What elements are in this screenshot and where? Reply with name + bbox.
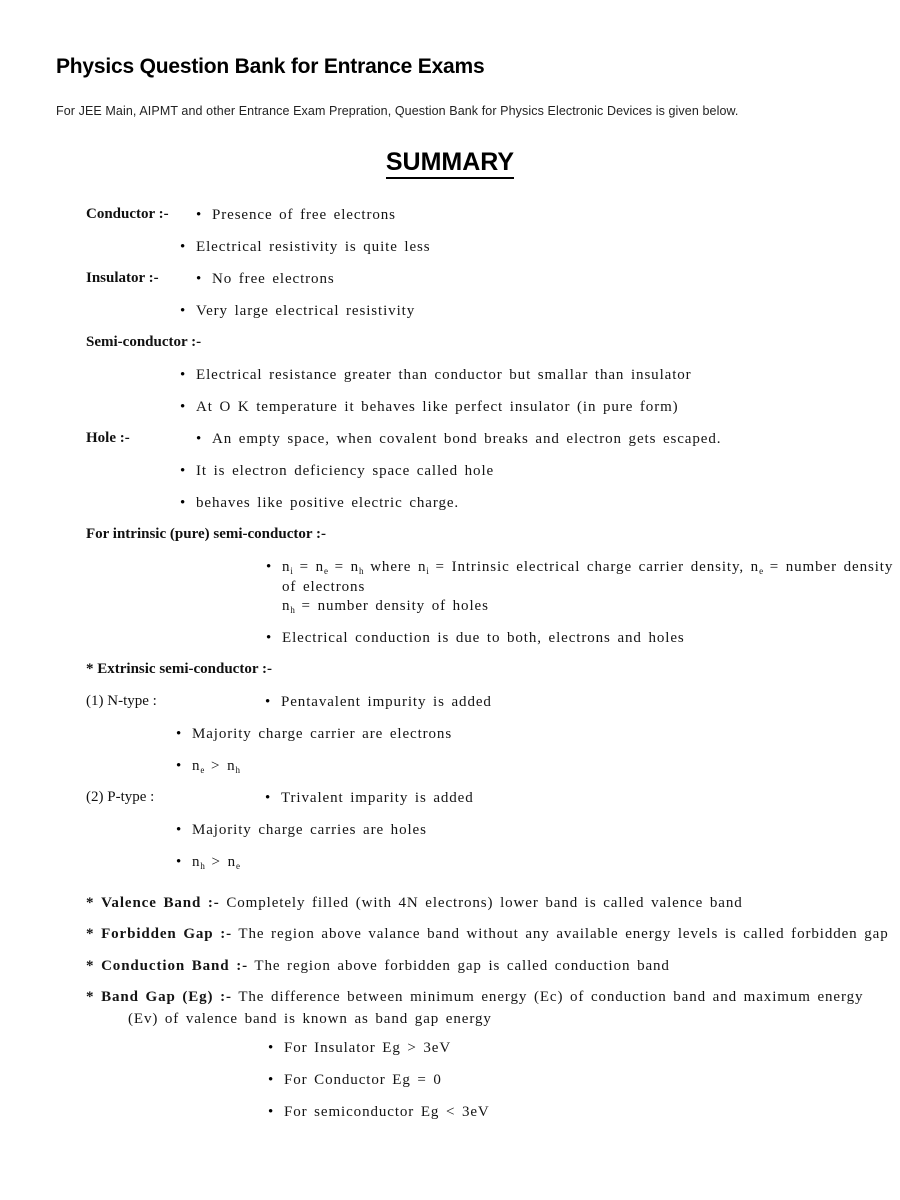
band-gap-star: *: [86, 988, 95, 1005]
label-n-type: (1) N-type :: [86, 693, 157, 709]
bullet-icon: •: [176, 758, 182, 774]
list-item-text: For semiconductor Eg < 3eV: [284, 1104, 490, 1121]
list-item: [196, 206, 900, 226]
page-subtitle: For JEE Main, AIPMT and other Entrance Exam Prepration, Question Bank for Physics Electronic Devices is given below.: [56, 104, 739, 118]
forbidden-gap-sep: :-: [220, 926, 232, 943]
list-item: [0, 494, 900, 514]
section-forbidden-gap: [0, 924, 900, 944]
list-item-text: Pentavalent impurity is added: [281, 694, 492, 710]
section-hole-row-3: [0, 494, 900, 526]
band-gap-text-line2-row: [0, 1009, 900, 1029]
conduction-band-star: *: [86, 957, 95, 974]
list-item-text: Presence of free electrons: [212, 207, 396, 223]
list-item-text: Majority charge carries are holes: [192, 822, 427, 838]
section-ptype-row-3: [0, 853, 900, 885]
forbidden-gap-text: The region above valance band without any available energy levels is called forbidden gap: [238, 926, 889, 943]
bullet-icon: •: [180, 463, 186, 479]
summary-content: [0, 206, 900, 1135]
list-item-continuation: $n_h$ = number density of holes: [282, 598, 489, 615]
label-conductor: Conductor :-: [86, 206, 169, 222]
bullet-icon: •: [266, 630, 272, 646]
bullet-icon: •: [268, 1072, 274, 1089]
list-item: [0, 629, 900, 649]
summary-heading-text: SUMMARY: [386, 148, 514, 179]
section-ntype-row-2: [0, 725, 900, 757]
bullet-icon: •: [265, 694, 271, 710]
list-item: [0, 1039, 900, 1059]
list-item: [0, 302, 900, 322]
bullet-icon: •: [180, 495, 186, 511]
band-gap-title: Band Gap (Eg): [101, 988, 214, 1005]
bullet-icon: •: [196, 271, 202, 287]
section-conductor-row-2: [0, 238, 900, 270]
section-insulator-row-1: [0, 270, 900, 302]
bullet-icon: •: [266, 559, 272, 575]
list-item: [0, 757, 900, 777]
bullet-icon: •: [176, 726, 182, 742]
section-ntype-row-1: [0, 693, 900, 725]
list-item: [0, 725, 900, 745]
list-item-text: An empty space, when covalent bond breaks and electron gets escaped.: [212, 431, 722, 447]
page-title: Physics Question Bank for Entrance Exams: [56, 55, 485, 78]
band-gap-text-line1: The difference between minimum energy (Ec) of conduction band and maximum energy: [238, 988, 864, 1005]
band-gap-point-2: [0, 1071, 900, 1103]
list-item: [265, 789, 900, 809]
valence-band-sep: :-: [207, 895, 220, 911]
list-item: [0, 238, 900, 258]
label-extrinsic: * Extrinsic semi-conductor :-: [86, 661, 272, 677]
list-item-text: behaves like positive electric charge.: [196, 495, 460, 511]
conduction-band-title: Conduction Band: [101, 957, 230, 974]
bullet-icon: •: [265, 790, 271, 806]
conduction-band-sep: :-: [236, 957, 248, 974]
valence-band-star: *: [86, 895, 95, 911]
bullet-icon: •: [196, 431, 202, 447]
section-ptype-row-1: [0, 789, 900, 821]
bullet-icon: •: [196, 207, 202, 223]
list-item: [0, 366, 900, 386]
section-insulator-row-2: [0, 302, 900, 334]
list-item-text: Electrical conduction is due to both, electrons and holes: [282, 630, 685, 646]
list-item-text: For Insulator Eg > 3eV: [284, 1040, 452, 1057]
band-gap-point-3: [0, 1103, 900, 1135]
band-gap-point-1: [0, 1039, 900, 1071]
bullet-icon: •: [180, 239, 186, 255]
section-semiconductor-row-2: [0, 398, 900, 430]
section-intrinsic-label-row: [0, 526, 900, 558]
bullet-icon: •: [180, 367, 186, 383]
list-item-text: For Conductor Eg = 0: [284, 1072, 442, 1089]
label-hole: Hole :-: [86, 430, 130, 446]
section-intrinsic-row-1: [0, 558, 900, 597]
list-item: [0, 462, 900, 482]
band-gap-text-line2: (Ev) of valence band is known as band gap energy: [128, 1011, 492, 1027]
list-item: [196, 270, 900, 290]
valence-band-text: Completely filled (with 4N electrons) lower band is called valence band: [226, 895, 743, 911]
section-ptype-row-2: [0, 821, 900, 853]
bullet-icon: •: [180, 399, 186, 415]
list-item-text: Trivalent imparity is added: [281, 790, 474, 806]
list-item-text: Majority charge carrier are electrons: [192, 726, 453, 742]
list-item-text: It is electron deficiency space called hole: [196, 463, 495, 479]
list-item: [0, 1071, 900, 1091]
section-hole-row-2: [0, 462, 900, 494]
valence-band-title: Valence Band: [101, 895, 202, 911]
list-item: [265, 693, 900, 713]
section-intrinsic-row-2: [0, 629, 900, 661]
section-intrinsic-row-1b: [0, 597, 900, 629]
conduction-band-text: The region above forbidden gap is called conduction band: [254, 957, 670, 974]
bullet-icon: •: [268, 1104, 274, 1121]
list-item-text: Electrical resistance greater than conductor but smallar than insulator: [196, 367, 692, 383]
list-item: [0, 853, 900, 873]
list-item-text: $n_i = n_e = n_h$ where $n_i$ = Intrinsic electrical charge carrier density, $n_e$ = number density of electrons: [282, 559, 894, 595]
section-extrinsic-label-row: [0, 661, 900, 693]
forbidden-gap-star: *: [86, 926, 95, 943]
bullet-icon: •: [180, 303, 186, 319]
list-item-text: $n_h > n_e$: [192, 854, 240, 871]
section-conductor-row-1: [0, 206, 900, 238]
list-item-text: At O K temperature it behaves like perfect insulator (in pure form): [196, 399, 679, 415]
label-intrinsic: For intrinsic (pure) semi-conductor :-: [86, 526, 326, 542]
list-item: [0, 1103, 900, 1123]
section-semiconductor-label-row: [0, 334, 900, 366]
list-item-text: No free electrons: [212, 271, 335, 287]
label-insulator: Insulator :-: [86, 270, 159, 286]
label-semiconductor: Semi-conductor :-: [86, 334, 202, 350]
bullet-icon: •: [176, 854, 182, 870]
section-band-gap: [0, 987, 900, 1007]
list-item: [0, 398, 900, 418]
summary-heading: [0, 148, 900, 177]
section-semiconductor-row-1: [0, 366, 900, 398]
section-ntype-row-3: [0, 757, 900, 789]
label-p-type: (2) P-type :: [86, 789, 155, 805]
list-item: [0, 821, 900, 841]
list-item: [196, 430, 900, 450]
bullet-icon: •: [176, 822, 182, 838]
band-gap-sep: :-: [220, 988, 232, 1005]
list-item-text: Electrical resistivity is quite less: [196, 239, 431, 255]
section-hole-row-1: [0, 430, 900, 462]
forbidden-gap-title: Forbidden Gap: [101, 926, 214, 943]
list-item-text: Very large electrical resistivity: [196, 303, 416, 319]
list-item-text: $n_e > n_h$: [192, 758, 240, 775]
bullet-icon: •: [268, 1040, 274, 1057]
section-conduction-band: [0, 956, 900, 976]
list-item: [0, 558, 900, 597]
section-valence-band: [0, 893, 900, 913]
